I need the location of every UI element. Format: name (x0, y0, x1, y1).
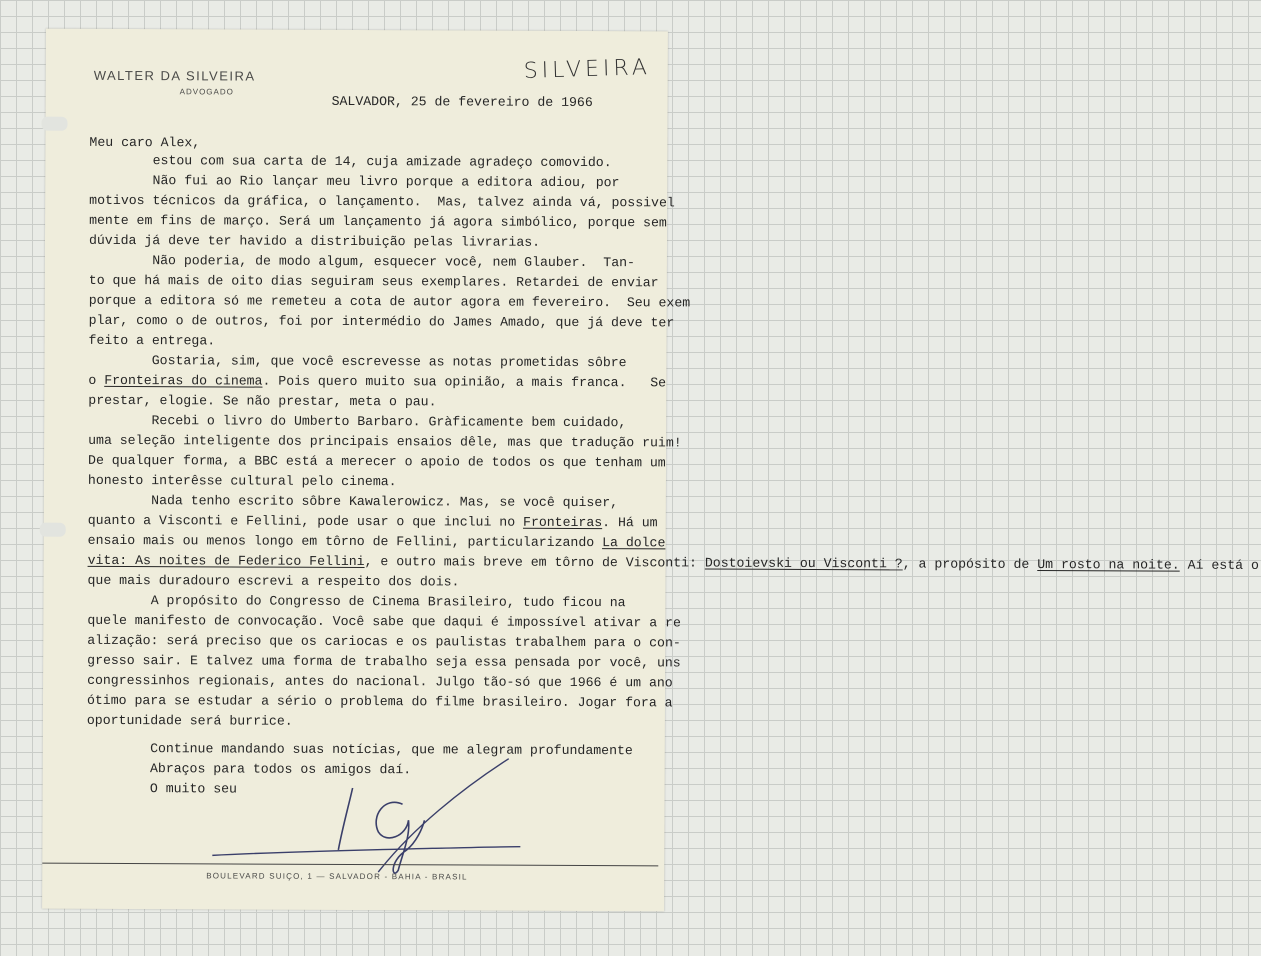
title-fronteiras: Fronteiras (523, 514, 603, 531)
handwritten-annotation: SILVEIRA (523, 55, 652, 84)
book-title: Fronteiras do cinema (104, 372, 263, 389)
paragraph-6-text: Nada tenho escrito sôbre Kawalerowicz. Mas, se você quiser, quanto a Visconti e Fellini, pode usar o que inclui no (87, 492, 619, 530)
paragraph-6 (87, 493, 1258, 590)
handwritten-signature (202, 757, 563, 889)
letterhead-name: WALTER DA SILVEIRA (93, 67, 256, 84)
paragraph-6-text: , e outro mais breve em tôrno de Visconti: (364, 554, 705, 571)
paragraph-4 (88, 353, 666, 410)
paragraph-4-text: . Pois quero muito sua opinião, a mais franca. Se prestar, elogie. Se não prestar, meta o pau. (88, 373, 667, 410)
punch-hole (41, 117, 67, 131)
paragraph-2: Não fui ao Rio lançar meu livro porque a editora adiou, por motivos técnicos da gráfica, o lançamento. Mas, talvez ainda vá, possivel mente em fins de março. Será um lançamento já agora simbólico, porque sem dúvida já deve ter havido a distribuição pelas livrarias. (88, 172, 675, 250)
paragraph-6-text: Aí está o que mais duradouro escrevi a respeito dos dois. (87, 557, 1259, 590)
closing: Continue mandando suas notícias, que me alegram profundamente Abraços para todos os amigos daí. O muito seu (86, 740, 633, 797)
paragraph-6-text: . Há um ensaio mais ou menos longo em tôrno de Fellini, particularizando (87, 515, 658, 551)
punch-hole (40, 523, 66, 537)
paragraph-3: Não poderia, de modo algum, esquecer você, nem Glauber. Tan- to que há mais de oito dias seguiram seus exemplares. Retardei de enviar porque a editora só me remeteu a cota de autor agora em fevereiro. Seu exem plar, como o de outros, foi por intermédio do James Amado, que já deve ter feito a entrega. (88, 252, 691, 349)
paragraph-5: Recebi o livro do Umberto Barbaro. Gràficamente bem cuidado, uma seleção inteligente dos principais ensaios dêle, mas que tradução ruim! De qualquer forma, a BBC está a merecer o apoio de todos os que tenham um honesto interêsse cultural pelo cinema. (87, 412, 682, 490)
letter-body (87, 151, 1261, 736)
title-la-dolce: La dolce (602, 535, 666, 551)
paragraph-6-text: , a propósito de (902, 556, 1038, 572)
letter-sheet (42, 29, 1259, 912)
dateline: SALVADOR, 25 de fevereiro de 1966 (331, 93, 593, 111)
paragraph-1: estou com sua carta de 14, cuja amizade agradeço comovido. (89, 152, 612, 171)
footer-address: BOULEVARD SUIÇO, 1 — SALVADOR - BAHIA - BRASIL (206, 871, 468, 882)
letterhead-title: ADVOGADO (179, 87, 234, 97)
paragraph-7: A propósito do Congresso de Cinema Brasileiro, tudo ficou na quele manifesto de convocação. Você sabe que daqui é impossível ativar a re alização: será preciso que os cariocas e os paulistas trabalhem para o con- gresso sair. E talvez uma forma de trabalho seja essa pensada por você, uns congressinhos regionais, antes do nacional. Julgo tão-só que 1966 é um ano ótimo para se estudar a sério o problema do filme brasileiro. Jogar fora a oportunidade será burrice. (86, 592, 681, 729)
title-rosto-noite: Um rosto na noite. (1037, 556, 1180, 573)
title-dostoievski: Dostoievski ou Visconti ? (704, 555, 903, 572)
title-noites-fellini: vita: As noites de Federico Fellini (87, 552, 365, 570)
paragraph-4-text: Gostaria, sim, que você escrevesse as notas prometidas sôbre o (88, 352, 627, 388)
salutation: Meu caro Alex, (89, 134, 201, 151)
